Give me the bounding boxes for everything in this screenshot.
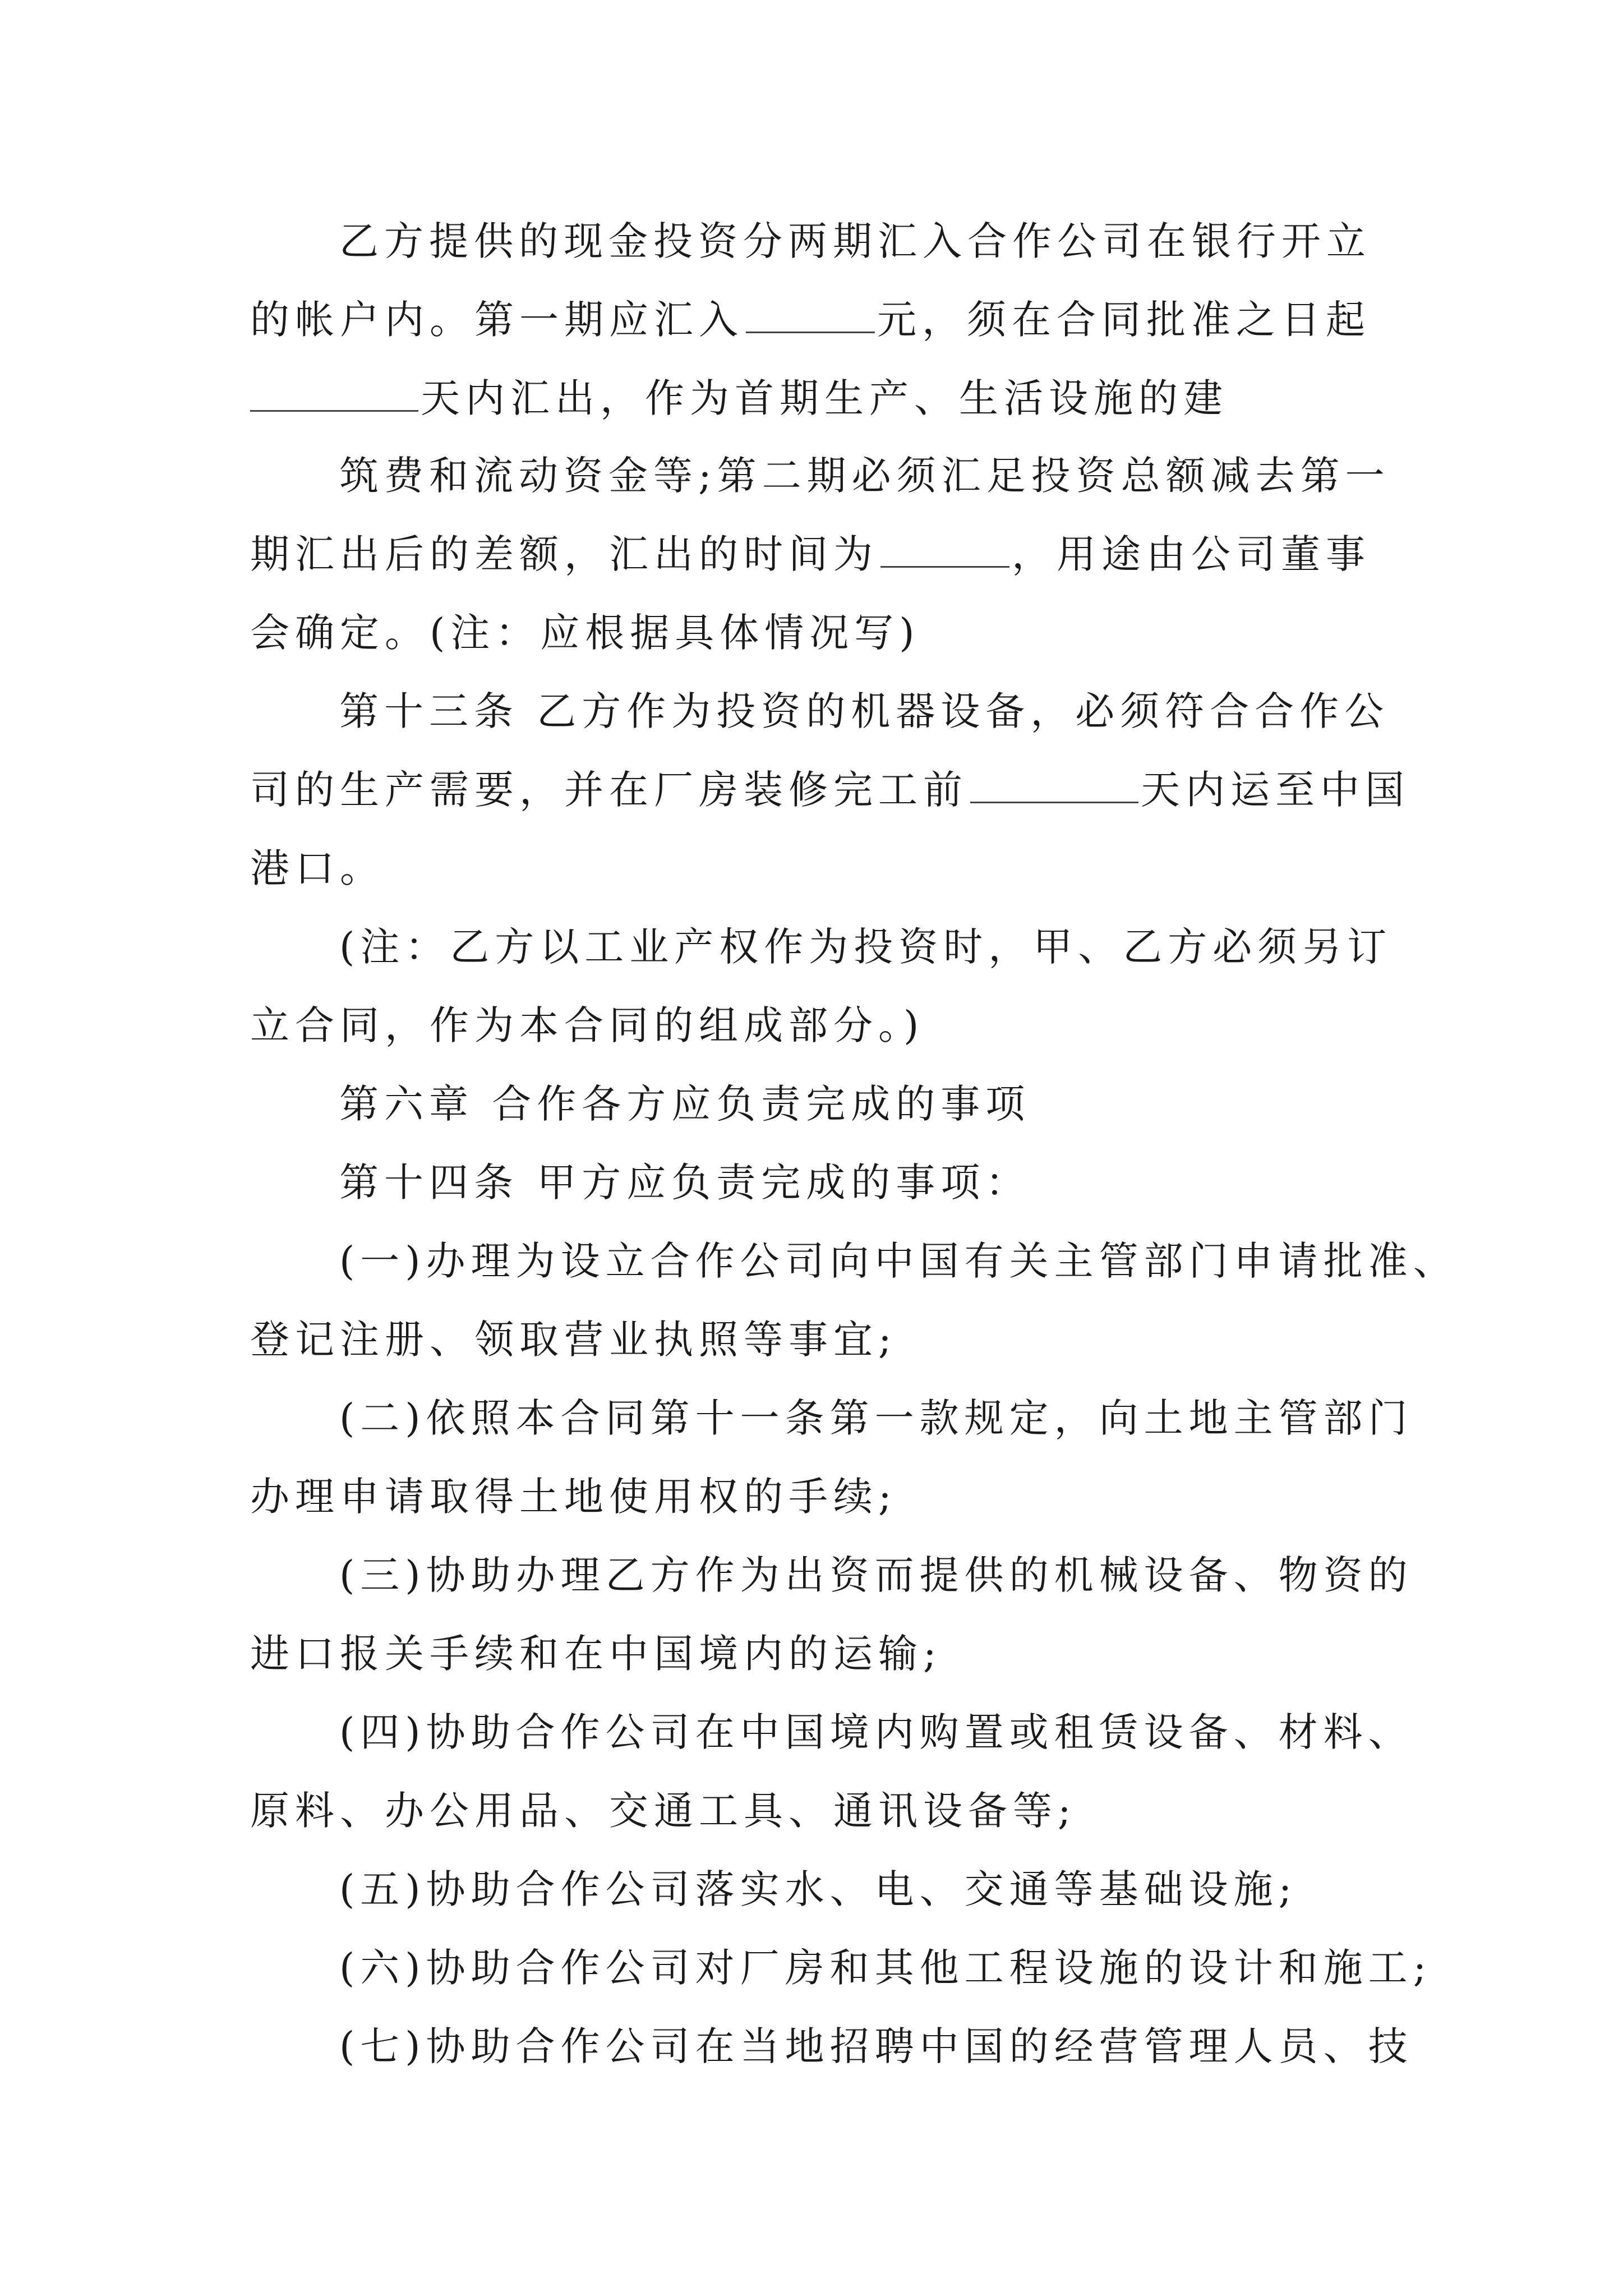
paragraph-line [250,1471,1394,1522]
line-text: 乙方提供的现金投资分两期汇入合作公司在银行开立 [339,218,1371,264]
paragraph-line [339,216,1394,266]
line-text: (四)协助合作公司在中国境内购置或租赁设备、材料、 [339,1709,1413,1755]
line-text: 原料、办公用品、交通工具、通讯设备等; [250,1788,1077,1834]
blank-field [250,375,418,412]
blank-field [880,531,1009,568]
paragraph-line [250,373,1394,424]
paragraph-line [250,1314,1394,1365]
paragraph-line [339,450,1394,501]
list-item-line [339,1707,1413,1757]
article-heading-line [339,1157,1394,1208]
paragraph-line [250,765,1410,815]
line-text: (五)协助合作公司落实水、电、交通等基础设施; [339,1866,1298,1912]
line-text: (一)办理为设立合作公司向中国有关主管部门申请批准、 [339,1238,1458,1284]
line-text: 司的生产需要，并在厂房装修完工前 [250,767,968,813]
line-text: 第十四条 甲方应负责完成的事项： [339,1159,1031,1205]
blank-field [970,767,1138,803]
line-text: 期汇出后的差额，汇出的时间为 [250,531,878,577]
paragraph-line [339,922,1394,972]
list-item-line [339,1864,1394,1915]
line-text: 港口。 [250,845,385,891]
line-text: 办理申请取得土地使用权的手续; [250,1474,897,1520]
list-item-line [339,1550,1413,1600]
line-text: 的帐户内。第一期应汇入 [250,297,744,343]
line-text: 第六章 合作各方应负责完成的事项 [339,1081,1031,1127]
line-text: 第十三条 乙方作为投资的机器设备，必须符合合作公 [339,688,1390,734]
line-text: 进口报关手续和在中国境内的运输; [250,1631,942,1677]
list-item-line [339,1943,1432,1993]
paragraph-line [250,1628,1394,1679]
paragraph-line [250,608,1394,658]
paragraph-line [250,295,1394,345]
article-heading-line [339,686,1394,737]
chapter-heading-line [339,1079,1394,1129]
line-text: (二)依照本合同第十一条第一款规定，向土地主管部门 [339,1395,1413,1441]
line-text: 天内汇出，作为首期生产、生活设施的建 [421,375,1228,421]
paragraph-line [250,1000,1394,1051]
line-text: 筑费和流动资金等;第二期必须汇足投资总额减去第一 [339,453,1390,499]
blank-field [746,297,875,333]
line-text: (六)协助合作公司对厂房和其他工程设施的设计和施工; [339,1945,1432,1991]
line-text: 天内运至中国 [1141,767,1410,813]
line-text: (三)协助办理乙方作为出资而提供的机械设备、物资的 [339,1552,1413,1598]
list-item-line [339,1393,1413,1443]
paragraph-line [250,843,1394,894]
paragraph-line [250,529,1394,579]
line-text: ，用途由公司董事 [1012,531,1371,577]
list-item-line [339,2021,1413,2072]
line-text: 立合同，作为本合同的组成部分。) [250,1002,925,1048]
line-text: 会确定。(注：应根据具体情况写) [250,610,920,656]
list-item-line [339,1236,1458,1286]
line-text: (注：乙方以工业产权作为投资时，甲、乙方必须另订 [339,924,1393,970]
paragraph-line [250,1786,1394,1836]
line-text: 元，须在合同批准之日起 [877,297,1371,343]
line-text: 登记注册、领取营业执照等事宜; [250,1317,897,1363]
line-text: (七)协助合作公司在当地招聘中国的经营管理人员、技 [339,2023,1413,2069]
